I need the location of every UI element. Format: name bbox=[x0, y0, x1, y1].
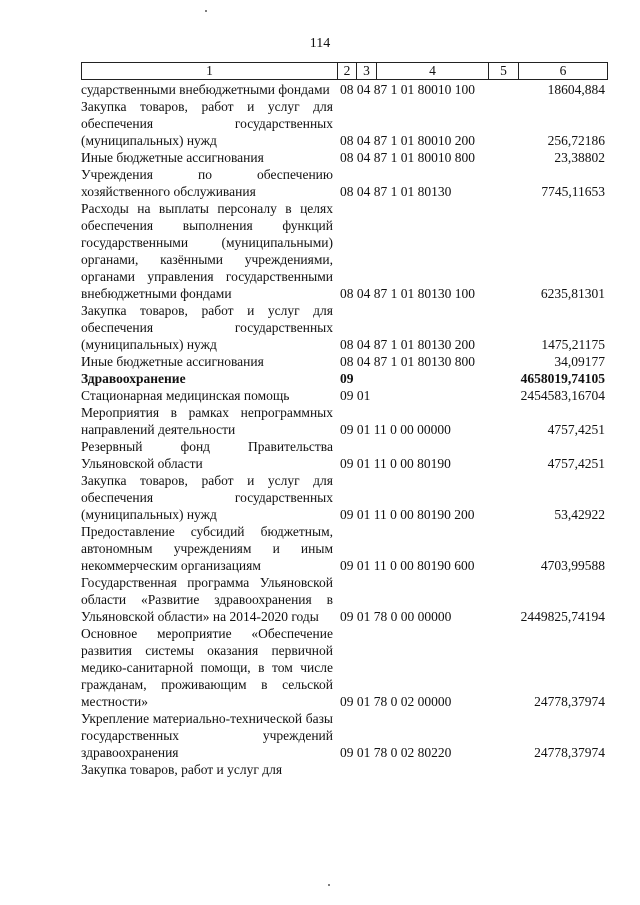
row-amount: 256,72186 bbox=[547, 133, 605, 148]
table-row bbox=[81, 353, 608, 370]
row-codes: 09 01 78 0 02 00000 bbox=[340, 694, 452, 709]
row-amount: 24778,37974 bbox=[534, 694, 605, 709]
row-name: Иные бюджетные ассигнования bbox=[81, 354, 264, 369]
row-codes: 08 04 87 1 01 80130 bbox=[340, 184, 452, 199]
row-amount bbox=[512, 761, 608, 778]
row-name: Основное мероприятие «Обеспечение развития системы оказания первичной медико-санитарной помощи, в том числе гражданам, проживающим в сельской местности» bbox=[81, 626, 333, 709]
row-amount: 2454583,16704 bbox=[520, 388, 605, 403]
row-codes: 09 01 11 0 00 00000 bbox=[340, 422, 451, 437]
row-codes: 08 04 87 1 01 80010 800 bbox=[340, 150, 475, 165]
table-row bbox=[81, 710, 608, 761]
row-amount: 2449825,74194 bbox=[520, 609, 605, 624]
table-row bbox=[81, 166, 608, 200]
page-number: 114 bbox=[309, 36, 331, 51]
row-name: Закупка товаров, работ и услуг для обеспечения государственных (муниципальных) нужд bbox=[81, 99, 333, 148]
scan-speck bbox=[205, 10, 207, 12]
header-col-1: 1 bbox=[82, 63, 338, 79]
row-amount: 24778,37974 bbox=[534, 745, 605, 760]
row-amount: 53,42922 bbox=[554, 507, 605, 522]
row-codes: 09 01 bbox=[340, 388, 371, 403]
row-amount: 23,38802 bbox=[554, 150, 605, 165]
row-codes: 08 04 87 1 01 80010 200 bbox=[340, 133, 475, 148]
row-codes: 09 01 78 0 02 80220 bbox=[340, 745, 452, 760]
scan-speck bbox=[328, 884, 330, 886]
table-row bbox=[81, 98, 608, 149]
row-codes: 08 04 87 1 01 80010 100 bbox=[340, 82, 475, 97]
budget-table bbox=[81, 81, 608, 778]
row-name: Предоставление субсидий бюджетным, автономным учреждениям и иным некоммерческим организациям bbox=[81, 524, 333, 573]
table-row bbox=[81, 761, 608, 778]
table-row bbox=[81, 404, 608, 438]
row-name: Государственная программа Ульяновской области «Развитие здравоохранения в Ульяновской области» на 2014-2020 годы bbox=[81, 575, 333, 624]
row-codes: 08 04 87 1 01 80130 200 bbox=[340, 337, 475, 352]
row-codes: 08 04 87 1 01 80130 100 bbox=[340, 286, 475, 301]
row-codes: 09 01 11 0 00 80190 200 bbox=[340, 507, 475, 522]
row-amount: 34,09177 bbox=[554, 354, 605, 369]
row-codes bbox=[337, 761, 512, 778]
table-row bbox=[81, 574, 608, 625]
table-row bbox=[81, 438, 608, 472]
row-codes: 09 01 11 0 00 80190 bbox=[340, 456, 451, 471]
row-name: Стационарная медицинская помощь bbox=[81, 388, 290, 403]
table-row bbox=[81, 472, 608, 523]
row-codes: 09 01 78 0 00 00000 bbox=[340, 609, 452, 624]
table-header bbox=[81, 62, 608, 80]
header-col-6: 6 bbox=[559, 63, 567, 78]
row-name: Закупка товаров, работ и услуг для bbox=[81, 762, 283, 777]
table-row bbox=[81, 625, 608, 710]
table-row bbox=[81, 387, 608, 404]
row-name: Закупка товаров, работ и услуг для обеспечения государственных (муниципальных) нужд bbox=[81, 303, 333, 352]
header-col-4: 4 bbox=[377, 63, 489, 79]
row-name: Учреждения по обеспечению хозяйственного обслуживания bbox=[81, 167, 333, 199]
row-codes: 09 bbox=[340, 371, 354, 386]
row-amount: 1475,21175 bbox=[541, 337, 605, 352]
header-col-3: 3 bbox=[357, 63, 377, 79]
row-codes: 08 04 87 1 01 80130 800 bbox=[340, 354, 475, 369]
row-name: Укрепление материально-технической базы государственных учреждений здравоохранения bbox=[81, 711, 333, 760]
row-amount: 4757,4251 bbox=[547, 456, 605, 471]
row-name: Расходы на выплаты персоналу в целях обеспечения выполнения функций государственными (муниципальными) органами, казёнными учреждениями, органами управления государственными внебюджетными фондами bbox=[81, 201, 333, 301]
table-row bbox=[81, 149, 608, 166]
row-name: Здравоохранение bbox=[81, 371, 186, 386]
row-amount: 4757,4251 bbox=[547, 422, 605, 437]
row-amount: 4658019,74105 bbox=[520, 371, 605, 386]
header-col-5: 5 bbox=[489, 63, 519, 79]
table-row bbox=[81, 81, 608, 98]
row-name: Закупка товаров, работ и услуг для обеспечения государственных (муниципальных) нужд bbox=[81, 473, 333, 522]
table-row bbox=[81, 523, 608, 574]
row-name: Резервный фонд Правительства Ульяновской области bbox=[81, 439, 333, 471]
header-col-2: 2 bbox=[338, 63, 357, 79]
row-amount: 6235,81301 bbox=[540, 286, 605, 301]
row-name: Мероприятия в рамках непрограммных направлений деятельности bbox=[81, 405, 333, 437]
table-row bbox=[81, 370, 608, 387]
row-amount: 18604,884 bbox=[547, 82, 605, 97]
row-amount: 7745,11653 bbox=[541, 184, 605, 199]
table-row bbox=[81, 200, 608, 302]
table-row bbox=[81, 302, 608, 353]
row-name: Иные бюджетные ассигнования bbox=[81, 150, 264, 165]
row-amount: 4703,99588 bbox=[540, 558, 605, 573]
row-codes: 09 01 11 0 00 80190 600 bbox=[340, 558, 475, 573]
row-name: сударственными внебюджетными фондами bbox=[81, 82, 330, 97]
